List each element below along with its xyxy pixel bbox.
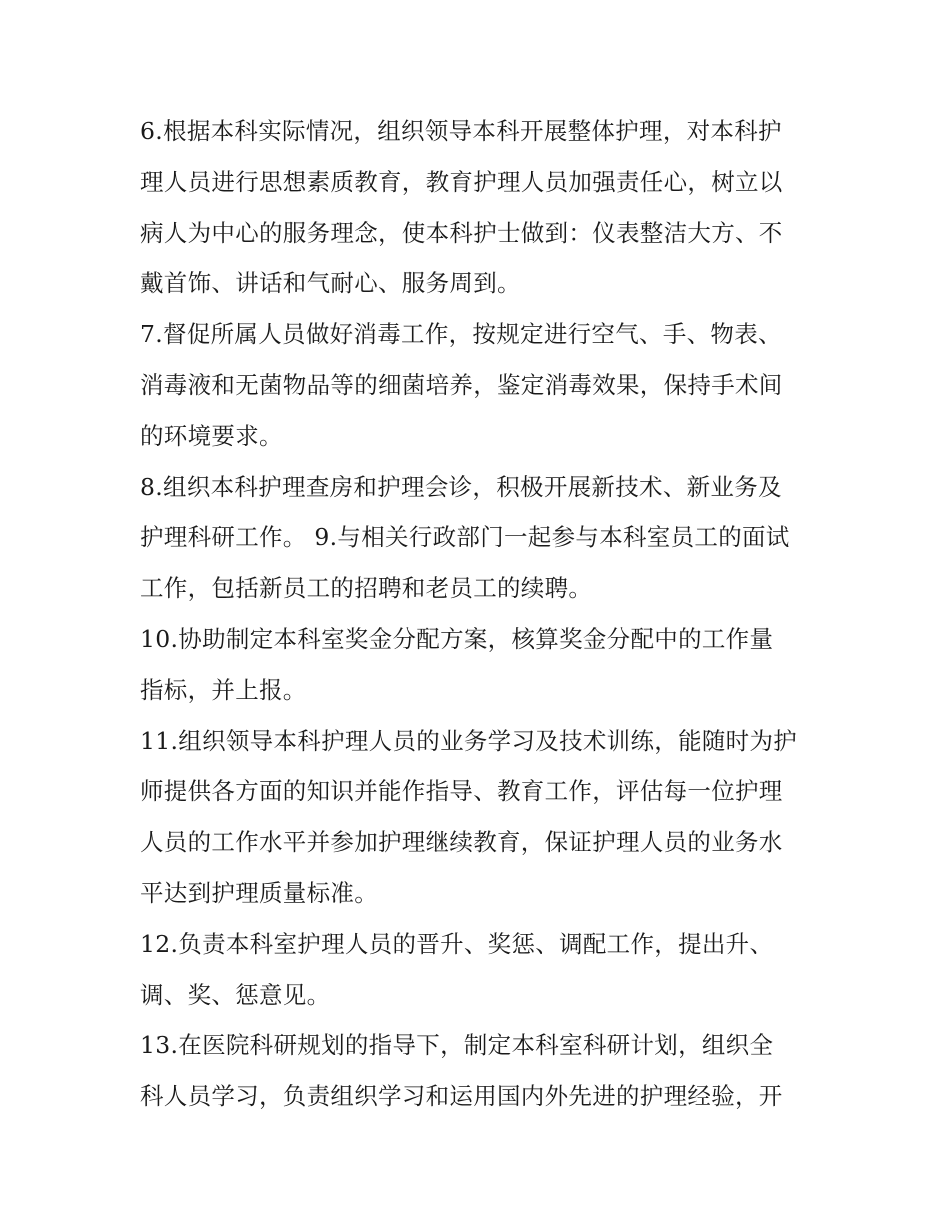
text-line: 11.组织领导本科护理人员的业务学习及技术训练，能随时为护	[140, 726, 798, 755]
text-line: 13.在医院科研规划的指导下，制定本科室科研计划，组织全	[140, 1031, 774, 1060]
text-line: 师提供各方面的知识并能作指导、教育工作，评估每一位护理	[140, 777, 783, 806]
text-line: 6.根据本科实际情况，组织领导本科开展整体护理，对本科护	[140, 117, 782, 145]
text-line: 12.负责本科室护理人员的晋升、奖惩、调配工作，提出升、	[140, 929, 774, 958]
text-line: 人员的工作水平并参加护理继续教育，保证护理人员的业务水	[140, 828, 783, 857]
text-line: 戴首饰、讲话和气耐心、服务周到。	[140, 269, 521, 298]
text-line: 10.协助制定本科室奖金分配方案，核算奖金分配中的工作量	[140, 624, 774, 653]
text-line: 病人为中心的服务理念，使本科护士做到：仪表整洁大方、不	[140, 218, 783, 247]
text-line: 8.组织本科护理查房和护理会诊，积极开展新技术、新业务及	[140, 472, 782, 501]
text-line: 平达到护理质量标准。	[140, 878, 378, 907]
text-line: 工作，包括新员工的招聘和老员工的续聘。	[140, 574, 593, 603]
text-line: 7.督促所属人员做好消毒工作，按规定进行空气、手、物表、	[140, 320, 782, 349]
text-line: 调、奖、惩意见。	[140, 980, 331, 1009]
text-line: 科人员学习，负责组织学习和运用国内外先进的护理经验，开	[140, 1082, 783, 1111]
text-line: 指标，并上报。	[140, 675, 307, 704]
text-line: 理人员进行思想素质教育，教育护理人员加强责任心，树立以	[140, 167, 783, 196]
text-line: 护理科研工作。 9.与相关行政部门一起参与本科室员工的面试	[140, 523, 790, 552]
text-line: 的环境要求。	[140, 421, 283, 450]
text-line: 消毒液和无菌物品等的细菌培养，鉴定消毒效果，保持手术间	[140, 370, 783, 399]
document-body	[140, 106, 820, 1122]
